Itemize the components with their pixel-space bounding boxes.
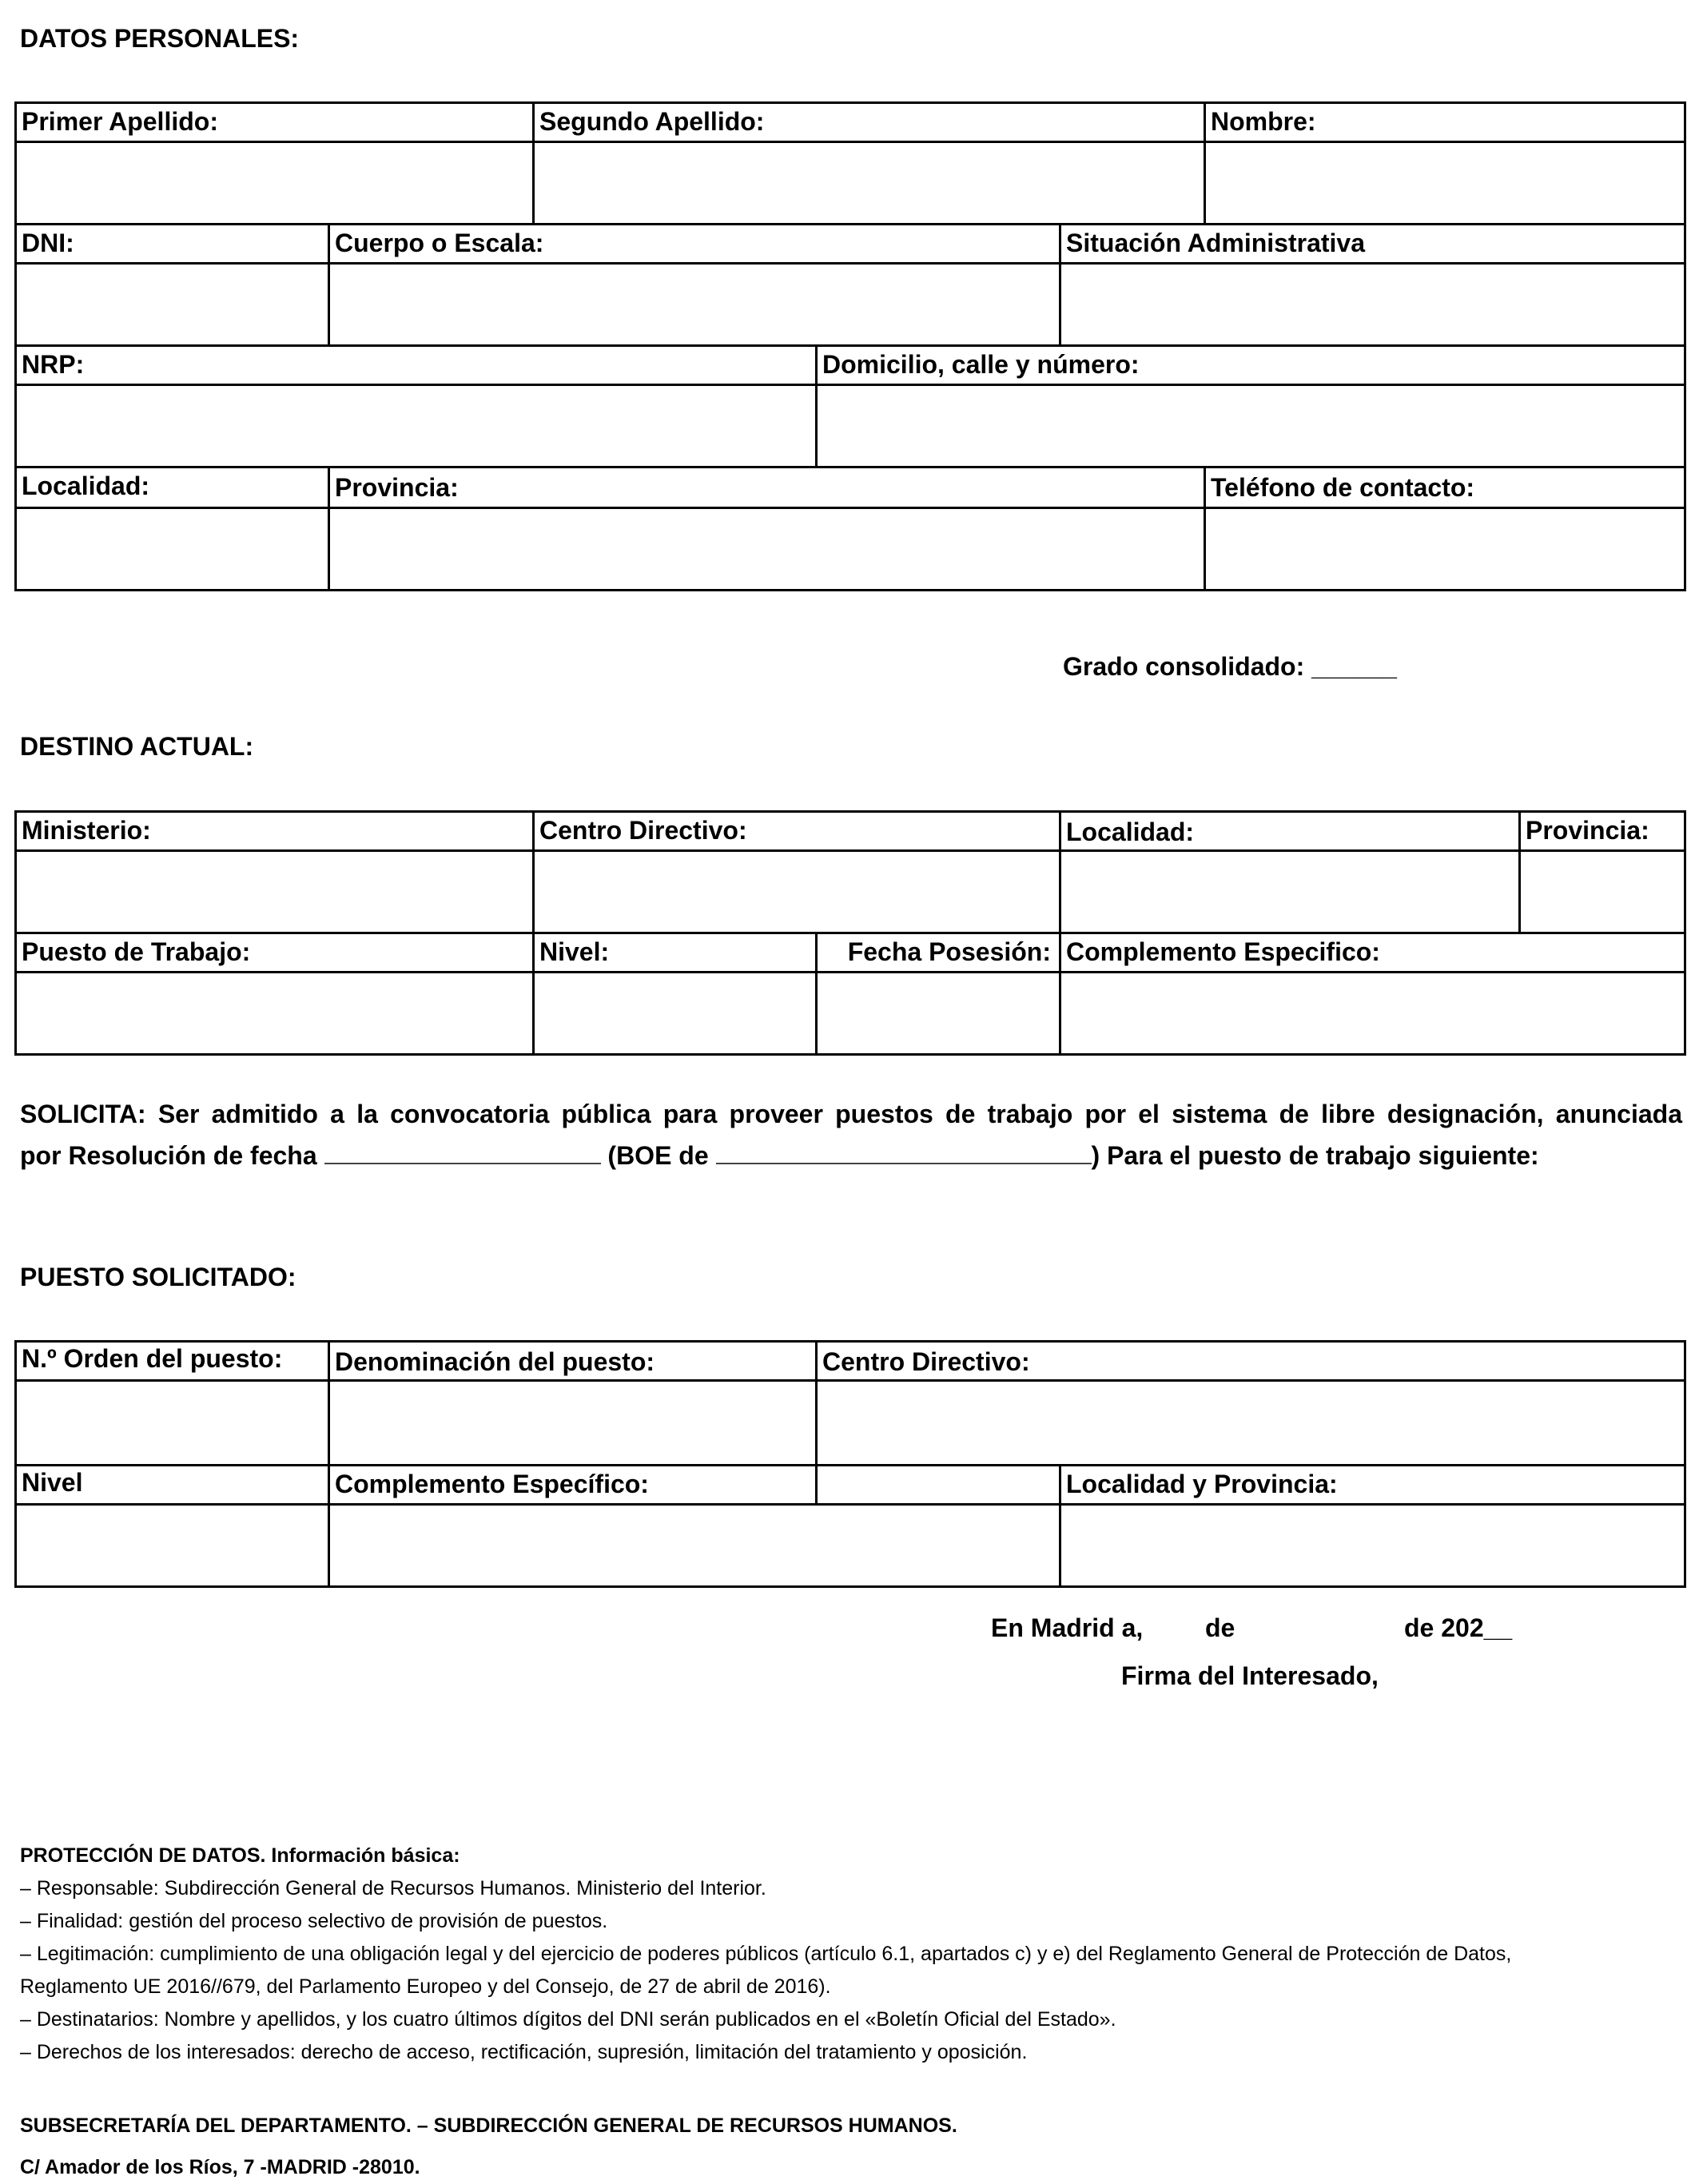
label-cell-destino-provincia [1518,810,1686,852]
puesto-centro-directivo-label: Centro Directivo: [822,1347,1030,1376]
data-protection-legitimacion-cont: Reglamento UE 2016//679, del Parlamento Europeo y del Consejo, de 27 de abril de 2016). [20,1975,831,1998]
solicita-resolucion-text: por Resolución de fecha [20,1141,317,1170]
solicita-puesto-text: ) Para el puesto de trabajo siguiente: [1091,1141,1539,1170]
label-cell-domicilio [815,344,1686,386]
label-cell-denominacion [328,1340,818,1382]
puesto-nivel-field[interactable] [14,1503,330,1588]
label-cell-puesto-trabajo [14,932,535,973]
nrp-field[interactable] [14,384,818,468]
solicita-line-2 [20,1135,1682,1176]
denominacion-field[interactable] [328,1379,818,1466]
fecha-posesion-field[interactable] [815,971,1061,1056]
label-cell-puesto-centro-directivo [815,1340,1686,1382]
localidad-provincia-label: Localidad y Provincia: [1066,1470,1338,1498]
puesto-trabajo-label: Puesto de Trabajo: [22,937,251,966]
label-cell-destino-localidad [1059,810,1521,852]
ministerio-field[interactable] [14,849,535,934]
en-madrid-text: En Madrid a, [991,1613,1144,1642]
provincia-field[interactable] [328,507,1206,591]
data-protection-legitimacion: – Legitimación: cumplimiento de una obligación legal y del ejercicio de poderes públicos (artículo 6.1, apartados c) y e) del Reglamento General de Protección de Datos, [20,1943,1512,1965]
section-title-destino-actual: DESTINO ACTUAL: [20,732,254,761]
label-cell-centro-directivo [532,810,1061,852]
data-protection-destinatarios: – Destinatarios: Nombre y apellidos, y los cuatro últimos dígitos del DNI serán publicados en el «Boletín Oficial del Estado». [20,2008,1116,2031]
data-protection-responsable: – Responsable: Subdirección General de Recursos Humanos. Ministerio del Interior. [20,1877,766,1900]
localidad-label: Localidad: [22,471,150,500]
segundo-apellido-field[interactable] [532,141,1206,225]
orden-puesto-label: N.º Orden del puesto: [22,1344,283,1373]
cuerpo-escala-label: Cuerpo o Escala: [335,229,544,257]
puesto-complemento-field[interactable] [328,1503,1061,1588]
puesto-centro-directivo-field[interactable] [815,1379,1686,1466]
telefono-label: Teléfono de contacto: [1211,473,1475,502]
date-de-text: de [1205,1613,1235,1642]
destino-provincia-label: Provincia: [1526,816,1649,845]
destino-localidad-label: Localidad: [1066,818,1195,846]
solicita-line-1: SOLICITA: Ser admitido a la convocatoria pública para proveer puestos de trabajo por el sistema de libre designación, anunciada [20,1100,1682,1128]
cuerpo-escala-field[interactable] [328,262,1061,347]
label-cell-localidad-provincia [1059,1464,1686,1506]
label-cell-cuerpo-escala [328,223,1061,265]
centro-directivo-label: Centro Directivo: [539,816,747,845]
fecha-posesion-label: Fecha Posesión: [847,937,1051,966]
puesto-complemento-label: Complemento Específico: [335,1470,649,1498]
destino-localidad-field[interactable] [1059,849,1521,934]
nrp-label: NRP: [22,350,85,379]
puesto-nivel-label: Nivel [22,1468,83,1497]
section-title-datos-personales: DATOS PERSONALES: [20,24,300,53]
solicita-boe-text: (BOE de [607,1141,709,1170]
dni-label: DNI: [22,229,74,257]
complemento-especifico-label: Complemento Especifico: [1066,937,1380,966]
nombre-field[interactable] [1204,141,1686,225]
primer-apellido-label: Primer Apellido: [22,107,218,136]
label-cell-nivel [532,932,818,973]
data-protection-finalidad: – Finalidad: gestión del proceso selectivo de provisión de puestos. [20,1910,608,1932]
nombre-label: Nombre: [1211,107,1316,136]
label-cell-complemento-especifico [1059,932,1686,973]
label-cell-provincia [328,466,1206,509]
localidad-field[interactable] [14,507,330,591]
denominacion-label: Denominación del puesto: [335,1347,655,1376]
data-protection-derechos: – Derechos de los interesados: derecho de acceso, rectificación, supresión, limitación del tratamiento y oposición. [20,2041,1028,2063]
fecha-resolucion-blank[interactable] [324,1142,601,1164]
section-title-puesto-solicitado: PUESTO SOLICITADO: [20,1263,296,1291]
primer-apellido-field[interactable] [14,141,535,225]
domicilio-field[interactable] [815,384,1686,468]
label-cell-localidad [14,466,330,509]
data-protection-notice [20,1840,1511,2069]
label-cell-ministerio [14,810,535,852]
situacion-administrativa-label: Situación Administrativa [1066,229,1365,257]
grado-consolidado-blank[interactable]: ______ [1311,652,1397,681]
label-cell-telefono [1204,466,1686,509]
date-year-text: de 202__ [1404,1613,1513,1642]
telefono-field[interactable] [1204,507,1686,591]
label-cell-puesto-complemento [328,1464,818,1506]
nivel-label: Nivel: [539,937,610,966]
label-cell-primer-apellido [14,101,535,143]
grado-consolidado [1063,654,1397,679]
firma-interesado-label: Firma del Interesado, [1121,1661,1379,1690]
puesto-trabajo-field[interactable] [14,971,535,1056]
destino-provincia-field[interactable] [1518,849,1686,934]
situacion-administrativa-field[interactable] [1059,262,1686,347]
label-cell-nombre [1204,101,1686,143]
dni-field[interactable] [14,262,330,347]
label-cell-puesto-nivel [14,1464,330,1506]
complemento-especifico-field[interactable] [1059,971,1686,1056]
orden-puesto-field[interactable] [14,1379,330,1466]
grado-consolidado-label: Grado consolidado: [1063,652,1305,681]
ministerio-label: Ministerio: [22,816,151,845]
provincia-label: Provincia: [335,473,459,502]
domicilio-label: Domicilio, calle y número: [822,350,1140,379]
localidad-provincia-field[interactable] [1059,1503,1686,1588]
nivel-field[interactable] [532,971,818,1056]
boe-fecha-blank[interactable] [716,1142,1092,1164]
footer-organismo: SUBSECRETARÍA DEL DEPARTAMENTO. – SUBDIRECCIÓN GENERAL DE RECURSOS HUMANOS. [20,2114,957,2137]
centro-directivo-field[interactable] [532,849,1061,934]
label-cell-segundo-apellido [532,101,1206,143]
segundo-apellido-label: Segundo Apellido: [539,107,765,136]
label-cell-fecha-posesion [815,932,1061,973]
footer-direccion: C/ Amador de los Ríos, 7 -MADRID -28010. [20,2156,420,2178]
label-cell-orden-puesto [14,1340,330,1382]
solicita-paragraph [20,1093,1682,1176]
label-cell-dni [14,223,330,265]
empty-label-cell [815,1464,1061,1506]
label-cell-situacion-administrativa [1059,223,1686,265]
data-protection-title: PROTECCIÓN DE DATOS. Información básica: [20,1844,460,1867]
label-cell-nrp [14,344,818,386]
